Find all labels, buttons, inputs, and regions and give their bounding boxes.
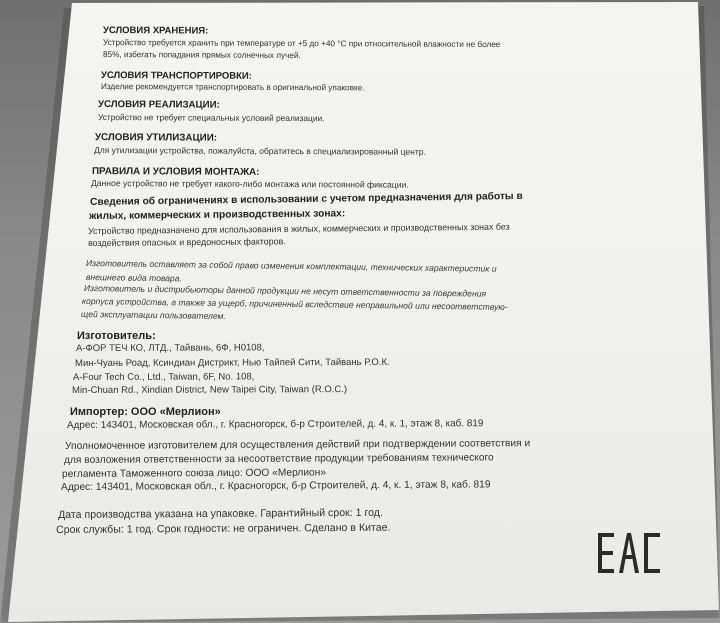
notice-line-4: корпуса устройства, а также за ущерб, причиненный вследствие неправильной или несоответствую- (81, 296, 508, 312)
restrictions-title-2: жилых, коммерческих и производственных зонах: (89, 208, 346, 222)
restrictions-line-2: воздействия опасных и вредоносных факторов. (88, 236, 286, 248)
authorized-line-1: Уполномоченное изготовителем для осуществления действий при подтверждении соответствия и (65, 438, 531, 452)
eac-logo-icon (596, 531, 664, 575)
storage-line-2: 85%, избегать попадания прямых солнечных лучей. (102, 50, 301, 61)
manufacturer-line-4: Min-Chuan Rd., Xindian District, New Taipei City, Taiwan (R.O.C.) (72, 384, 348, 396)
notice-line-2: внешнего вида товара. (85, 272, 182, 284)
footer-line-2: Срок службы: 1 год. Срок годности: не ограничен. Сделано в Китае. (56, 521, 391, 536)
restrictions-line-1: Устройство предназначено для использования в жилых, коммерческих и производственных зонах без (88, 221, 510, 236)
sale-line-1: Устройство не требует специальных условий реализации. (97, 112, 325, 124)
notice-line-5: щей эксплуатации пользователем. (80, 309, 226, 322)
importer-title: Импортер: ООО «Мерлион» (70, 406, 221, 418)
disposal-line-1: Для утилизации устройства, пожалуйста, обратитесь в специализированный центр. (93, 145, 426, 157)
authorized-line-3: регламента Таможенного союза лицо: ООО «Мерлион» (62, 467, 327, 480)
manufacturer-line-3: A-Four Tech Co., Ltd., Taiwan, 6F, No. 108, (73, 371, 255, 383)
transport-title: УСЛОВИЯ ТРАНСПОРТИРОВКИ: (100, 70, 252, 82)
sale-title: УСЛОВИЯ РЕАЛИЗАЦИИ: (97, 99, 220, 111)
manufacturer-line-2: Мин-Чуань Роад, Ксиндиан Дистрикт, Нью Тайпей Сити, Тайвань Р.О.К. (75, 356, 390, 369)
transport-line-1: Изделие рекомендуется транспортировать в оригинальной упаковке. (100, 82, 365, 93)
storage-line-1: Устройство требуется хранить при температуре от +5 до +40 °С при относительной влажности не более (102, 38, 501, 50)
restrictions-title-1: Сведения об ограничениях в использовании с учетом предназначения для работы в (90, 190, 523, 208)
authorized-line-2: для возложения ответственности за несоответствие продукции требованиям технического (64, 452, 494, 466)
footer-line-1: Дата производства указана на упаковке. Гарантийный срок: 1 год. (58, 506, 383, 521)
eac-mark (596, 531, 664, 575)
manufacturer-line-1: А-ФОР ТЕЧ КО, ЛТД., Тайвань, 6Ф, Н0108, (76, 342, 265, 354)
mounting-title: ПРАВИЛА И УСЛОВИЯ МОНТАЖА: (91, 166, 260, 178)
notice-line-1: Изготовитель оставляет за собой право изменения комплектации, технических характеристик и (85, 258, 497, 274)
mounting-line-1: Данное устройство не требует какого-либо монтажа или постоянной фиксации. (90, 178, 409, 190)
manufacturer-title: Изготовитель: (77, 330, 156, 342)
importer-address: Адрес: 143401, Московская обл., г. Красногорск, б-р Строителей, д. 4, к. 1, этаж 8, каб. 819 (67, 418, 484, 431)
notice-line-3: Изготовитель и дистрибьюторы данной продукции не несут ответственности за повреждения (83, 283, 487, 299)
disposal-title: УСЛОВИЯ УТИЛИЗАЦИИ: (94, 132, 218, 144)
storage-title: УСЛОВИЯ ХРАНЕНИЯ: (102, 25, 209, 37)
authorized-address: Адрес: 143401, Московская обл., г. Красногорск, б-р Строителей, д. 4, к. 1, этаж 8, каб. 819 (61, 479, 491, 493)
